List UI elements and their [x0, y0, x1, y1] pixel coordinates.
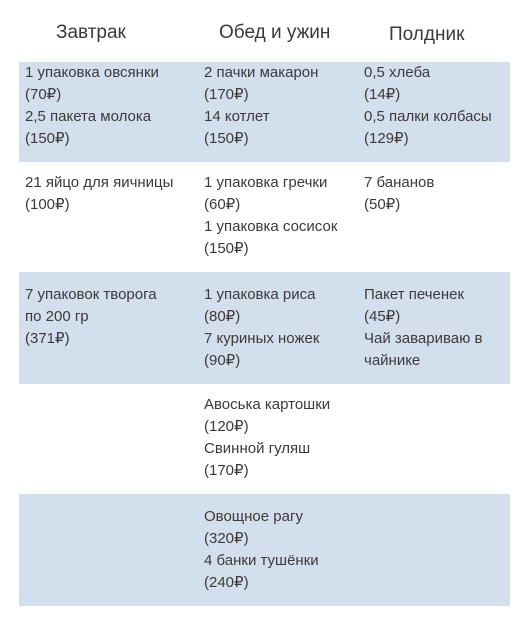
- cell-text-line: 0,5 палки колбасы: [364, 108, 492, 125]
- cell-text-line: 7 бананов: [364, 174, 435, 191]
- meal-cost-table: [19, 0, 510, 606]
- cell-snack: [359, 172, 510, 272]
- cell-text-line: 7 упаковок творога: [25, 286, 157, 303]
- cell-text-line: (240₽): [204, 574, 249, 591]
- table-header-row: [19, 0, 510, 62]
- cell-breakfast: [19, 284, 199, 384]
- cell-lunch-dinner: [199, 506, 359, 606]
- cell-text-line: Чай завариваю в: [364, 330, 483, 347]
- table-row: [19, 162, 510, 272]
- cell-text-line: по 200 гр: [25, 308, 89, 325]
- cell-text-line: 2 пачки макарон: [204, 64, 319, 81]
- cell-text-line: (150₽): [204, 240, 249, 257]
- cell-text-line: (90₽): [204, 352, 241, 369]
- cell-text-line: 1 упаковка овсянки: [25, 64, 159, 81]
- cell-text-line: Овощное рагу: [204, 508, 303, 525]
- cell-text-line: (150₽): [204, 130, 249, 147]
- cell-snack: [359, 62, 510, 162]
- cell-snack: [359, 394, 510, 494]
- cell-text-line: 0,5 хлеба: [364, 64, 431, 81]
- cell-breakfast: [19, 62, 199, 162]
- cell-text-line: (129₽): [364, 130, 409, 147]
- cell-lunch-dinner: [199, 172, 359, 272]
- cell-breakfast: [19, 506, 199, 606]
- table-row: [19, 62, 510, 162]
- cell-text-line: 21 яйцо для яичницы: [25, 174, 174, 191]
- table-row: [19, 384, 510, 494]
- cell-text-line: (50₽): [364, 196, 401, 213]
- header-snack: Полдник: [389, 24, 465, 45]
- cell-text-line: (170₽): [204, 462, 249, 479]
- cell-lunch-dinner: [199, 62, 359, 162]
- cell-text-line: (45₽): [364, 308, 401, 325]
- cell-text-line: (120₽): [204, 418, 249, 435]
- cell-text-line: (170₽): [204, 86, 249, 103]
- table-row: [19, 494, 510, 606]
- cell-text-line: (371₽): [25, 330, 70, 347]
- cell-text-line: чайнике: [364, 352, 421, 369]
- header-breakfast: Завтрак: [56, 22, 126, 43]
- cell-text-line: (80₽): [204, 308, 241, 325]
- cell-lunch-dinner: [199, 284, 359, 384]
- table-row: [19, 272, 510, 384]
- cell-text-line: (14₽): [364, 86, 401, 103]
- cell-breakfast: [19, 172, 199, 272]
- cell-text-line: Авоська картошки: [204, 396, 331, 413]
- cell-text-line: 14 котлет: [204, 108, 270, 125]
- cell-text-line: (60₽): [204, 196, 241, 213]
- cell-text-line: Пакет печенек: [364, 286, 465, 303]
- cell-text-line: (150₽): [25, 130, 70, 147]
- cell-text-line: Свинной гуляш: [204, 440, 311, 457]
- cell-text-line: (320₽): [204, 530, 249, 547]
- cell-text-line: 7 куриных ножек: [204, 330, 320, 347]
- header-lunch-dinner: Обед и ужин: [219, 22, 331, 43]
- cell-text-line: 1 упаковка риса: [204, 286, 316, 303]
- cell-text-line: 1 упаковка гречки: [204, 174, 328, 191]
- cell-text-line: 1 упаковка сосисок: [204, 218, 338, 235]
- cell-text-line: 2,5 пакета молока: [25, 108, 152, 125]
- cell-lunch-dinner: [199, 394, 359, 494]
- cell-breakfast: [19, 394, 199, 494]
- cell-text-line: (70₽): [25, 86, 62, 103]
- cell-text-line: (100₽): [25, 196, 70, 213]
- cell-snack: [359, 284, 510, 384]
- cell-snack: [359, 506, 510, 606]
- cell-text-line: 4 банки тушёнки: [204, 552, 319, 569]
